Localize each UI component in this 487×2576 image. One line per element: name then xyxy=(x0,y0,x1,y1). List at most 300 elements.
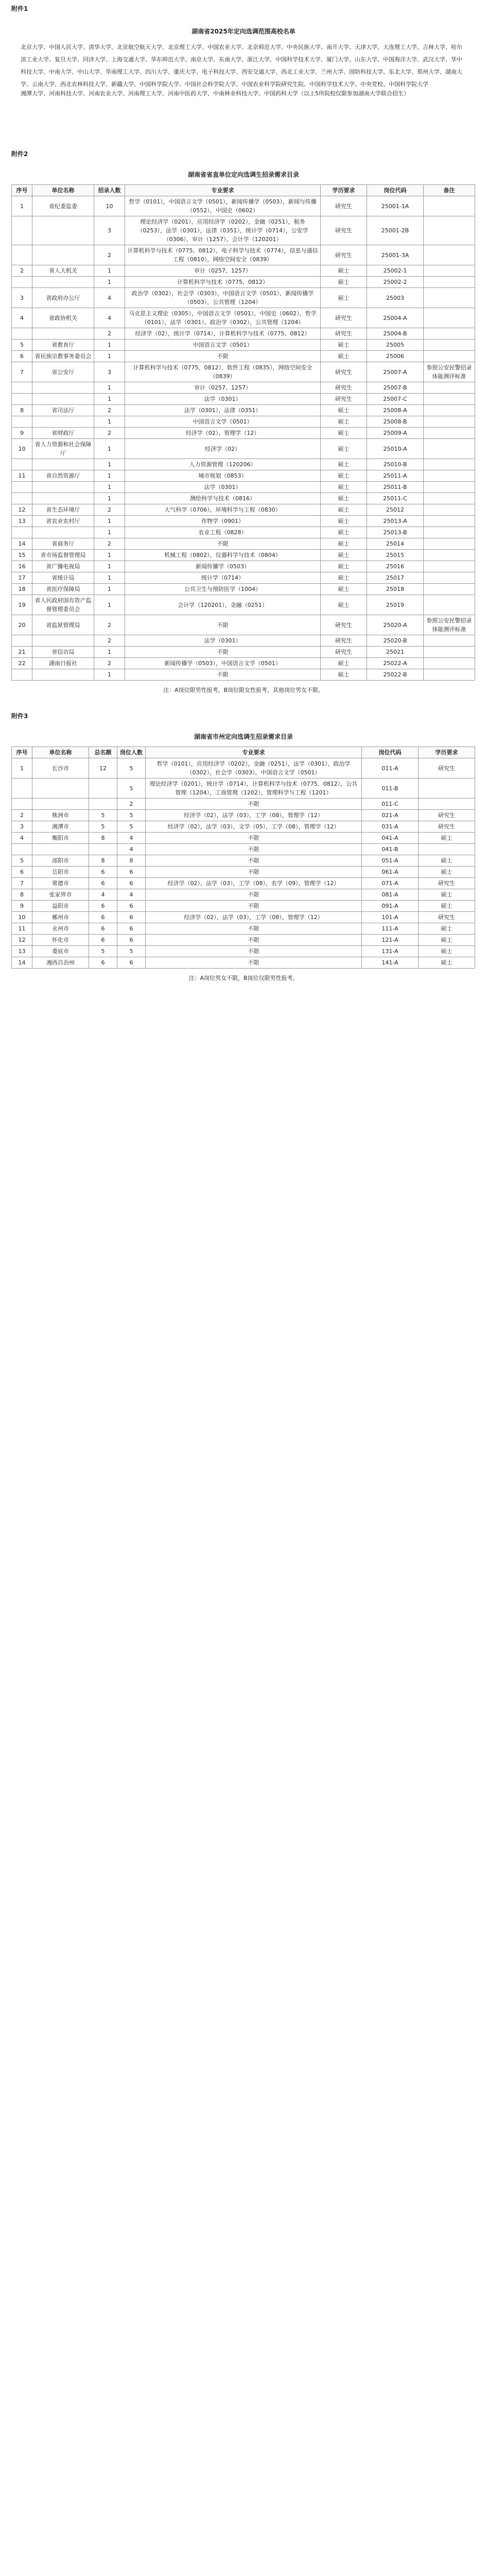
annex2-row xyxy=(12,362,475,382)
annex2-cell-unit xyxy=(32,277,94,288)
annex2-cell-num: 2 xyxy=(94,405,125,416)
annex3-cell-code: 071-A xyxy=(362,878,419,889)
annex2-cell-seq: 10 xyxy=(12,439,32,459)
annex3-cell-edu: 硕士 xyxy=(419,833,475,844)
annex3-cell-edu: 硕士 xyxy=(419,935,475,946)
annex2-cell-note xyxy=(424,504,475,516)
annex2-cell-code: 25007-A xyxy=(367,362,424,382)
annex3-cell-total: 6 xyxy=(89,867,117,878)
annex2-cell-seq xyxy=(12,245,32,265)
annex2-cell-major: 作物学（0901） xyxy=(125,516,321,527)
annex2-cell-edu: 硕士 xyxy=(321,658,367,669)
annex3-cell-unit xyxy=(32,844,89,855)
annex2-row xyxy=(12,516,475,527)
annex2-cell-seq: 4 xyxy=(12,308,32,328)
annex3-cell-major: 不限 xyxy=(146,844,362,855)
annex3-title: 湖南省市州定向选调生招录需求目录 xyxy=(194,733,293,740)
annex2-cell-major: 人力资源管理（120206） xyxy=(125,459,321,470)
annex3-cell-seq: 7 xyxy=(12,878,32,889)
annex2-cell-edu: 研究生 xyxy=(321,382,367,394)
annex3-footnote: 注：A岗位男女不限，B岗位仅限男性报考。 xyxy=(188,975,299,981)
annex3-cell-num: 5 xyxy=(117,946,146,957)
annex3-cell-total: 6 xyxy=(89,923,117,935)
annex2-cell-seq xyxy=(12,277,32,288)
annex2-row xyxy=(12,394,475,405)
annex2-row xyxy=(12,482,475,493)
annex2-row xyxy=(12,550,475,561)
annex2-cell-num: 1 xyxy=(94,265,125,277)
annex2-table xyxy=(11,184,475,681)
annex2-row xyxy=(12,595,475,615)
annex3-cell-total: 8 xyxy=(89,833,117,844)
annex2-cell-seq: 15 xyxy=(12,550,32,561)
annex3-row xyxy=(12,833,475,844)
annex2-cell-edu: 硕士 xyxy=(321,351,367,362)
annex2-cell-major: 审计（0257、1257） xyxy=(125,265,321,277)
annex2-cell-major: 政治学（0302），社会学（0303），中国语言文学（0501），新闻传播学（0503），公共管理（1204） xyxy=(125,288,321,308)
annex2-row xyxy=(12,459,475,470)
annex3-cell-edu: 硕士 xyxy=(419,889,475,901)
annex3-cell-unit: 邵阳市 xyxy=(32,855,89,867)
annex3-cell-major: 理论经济学（0201），统计学（0714），计算机科学与技术（0775、0812），公共管理（1204），工商管理（1202），管理科学与工程（1201） xyxy=(146,778,362,799)
annex2-cell-note xyxy=(424,538,475,550)
annex2-cell-major: 新闻传播学（0503），中国语言文学（0501） xyxy=(125,658,321,669)
annex3-cell-seq: 2 xyxy=(12,810,32,821)
annex2-label: 附件2 xyxy=(11,150,28,158)
annex3-cell-seq: 11 xyxy=(12,923,32,935)
annex2-cell-major: 大气科学（0706），环境科学与工程（0830） xyxy=(125,504,321,516)
annex2-row xyxy=(12,658,475,669)
annex2-cell-num: 4 xyxy=(94,308,125,328)
annex3-cell-major: 不限 xyxy=(146,799,362,810)
annex3-cell-seq: 1 xyxy=(12,758,32,778)
annex3-cell-edu: 研究生 xyxy=(419,912,475,923)
annex2-cell-note xyxy=(424,647,475,658)
annex3-cell-major: 不限 xyxy=(146,889,362,901)
annex2-cell-note xyxy=(424,245,475,265)
annex2-cell-unit: 省公安厅 xyxy=(32,362,94,382)
annex2-cell-note: 参照公安民警招录体能测评标准 xyxy=(424,615,475,635)
annex3-row xyxy=(12,821,475,833)
annex2-cell-note xyxy=(424,265,475,277)
annex2-cell-edu: 研究生 xyxy=(321,615,367,635)
annex2-header-cell: 序号 xyxy=(12,185,32,196)
annex2-cell-note xyxy=(424,493,475,504)
annex3-cell-seq: 13 xyxy=(12,946,32,957)
annex2-cell-note xyxy=(424,482,475,493)
annex3-cell-unit: 湘西自治州 xyxy=(32,957,89,969)
annex3-cell-seq: 6 xyxy=(12,867,32,878)
annex2-cell-note xyxy=(424,516,475,527)
annex2-cell-major: 经济学（02），统计学（0714），计算机科学与技术（0775、0812） xyxy=(125,328,321,340)
annex2-cell-edu: 研究生 xyxy=(321,196,367,216)
annex3-table xyxy=(11,747,475,969)
annex3-cell-num: 6 xyxy=(117,867,146,878)
annex3-cell-unit: 常德市 xyxy=(32,878,89,889)
annex2-cell-edu: 研究生 xyxy=(321,328,367,340)
annex3-cell-edu xyxy=(419,778,475,799)
annex2-cell-note xyxy=(424,340,475,351)
annex2-row xyxy=(12,635,475,647)
annex3-row xyxy=(12,912,475,923)
annex2-row xyxy=(12,308,475,328)
annex2-cell-seq xyxy=(12,328,32,340)
annex3-cell-num: 5 xyxy=(117,821,146,833)
annex2-cell-edu: 研究生 xyxy=(321,308,367,328)
annex2-cell-unit: 省生态环境厅 xyxy=(32,504,94,516)
annex2-cell-seq: 16 xyxy=(12,561,32,572)
annex2-cell-edu: 硕士 xyxy=(321,572,367,584)
annex2-cell-major: 农业工程（0828） xyxy=(125,527,321,538)
annex2-cell-edu: 硕士 xyxy=(321,416,367,428)
annex3-cell-code: 041-B xyxy=(362,844,419,855)
annex3-cell-unit: 湘潭市 xyxy=(32,821,89,833)
annex2-cell-seq: 13 xyxy=(12,516,32,527)
annex2-cell-major: 不限 xyxy=(125,538,321,550)
annex2-row xyxy=(12,561,475,572)
annex2-cell-edu: 硕士 xyxy=(321,561,367,572)
annex2-cell-code: 25009-A xyxy=(367,428,424,439)
annex2-cell-major: 理论经济学（0201），应用经济学（0202），金融（0251），税务（0253），法学（0301），法律（0351），统计学（0714），公安学（0306），审计（1257），会计学（120201） xyxy=(125,216,321,245)
annex2-cell-code: 25011-C xyxy=(367,493,424,504)
annex2-cell-note xyxy=(424,351,475,362)
annex2-cell-edu: 硕士 xyxy=(321,493,367,504)
annex3-cell-total xyxy=(89,778,117,799)
annex3-row xyxy=(12,901,475,912)
annex3-cell-code: 011-C xyxy=(362,799,419,810)
annex2-cell-major: 法学（0301） xyxy=(125,394,321,405)
annex2-cell-major: 中国语言文学（0501） xyxy=(125,340,321,351)
annex2-cell-edu: 硕士 xyxy=(321,265,367,277)
annex2-cell-unit xyxy=(32,216,94,245)
annex3-cell-code: 131-A xyxy=(362,946,419,957)
annex2-cell-seq: 17 xyxy=(12,572,32,584)
annex3-cell-total: 5 xyxy=(89,946,117,957)
annex3-row xyxy=(12,810,475,821)
annex2-cell-note xyxy=(424,470,475,482)
annex2-cell-seq xyxy=(12,635,32,647)
annex2-cell-seq xyxy=(12,416,32,428)
annex2-cell-code: 25012 xyxy=(367,504,424,516)
annex2-cell-edu: 硕士 xyxy=(321,669,367,681)
annex3-cell-total: 6 xyxy=(89,912,117,923)
annex3-cell-unit: 株洲市 xyxy=(32,810,89,821)
annex2-cell-edu: 研究生 xyxy=(321,216,367,245)
annex2-cell-note xyxy=(424,328,475,340)
annex2-cell-code: 25019 xyxy=(367,595,424,615)
annex2-cell-unit xyxy=(32,459,94,470)
annex2-cell-edu: 硕士 xyxy=(321,340,367,351)
annex2-cell-note xyxy=(424,635,475,647)
annex2-cell-num: 1 xyxy=(94,416,125,428)
annex3-row xyxy=(12,758,475,778)
annex2-cell-note xyxy=(424,439,475,459)
annex2-cell-code: 25001-1A xyxy=(367,196,424,216)
annex2-cell-code: 25015 xyxy=(367,550,424,561)
annex3-cell-num: 4 xyxy=(117,833,146,844)
annex2-cell-code: 25011-B xyxy=(367,482,424,493)
annex2-header-cell: 学历要求 xyxy=(321,185,367,196)
annex2-row xyxy=(12,470,475,482)
annex3-cell-major: 不限 xyxy=(146,923,362,935)
annex2-cell-code: 25007-B xyxy=(367,382,424,394)
annex3-cell-major: 经济学（02），法学（03），文学（05），工学（08），管理学（12） xyxy=(146,821,362,833)
annex2-cell-code: 25018 xyxy=(367,584,424,595)
annex2-cell-unit xyxy=(32,382,94,394)
annex2-footnote: 注：A岗位限男性报考，B岗位限女性报考，其他岗位男女不限。 xyxy=(163,687,324,693)
annex3-row xyxy=(12,844,475,855)
annex3-cell-edu: 硕士 xyxy=(419,957,475,969)
annex2-row xyxy=(12,416,475,428)
annex3-row xyxy=(12,778,475,799)
annex2-row xyxy=(12,288,475,308)
annex2-cell-unit xyxy=(32,245,94,265)
annex3-cell-code: 021-A xyxy=(362,810,419,821)
annex3-cell-seq: 9 xyxy=(12,901,32,912)
annex2-cell-num: 1 xyxy=(94,439,125,459)
annex2-cell-note xyxy=(424,428,475,439)
annex3-row xyxy=(12,855,475,867)
annex2-cell-code: 25013-A xyxy=(367,516,424,527)
annex2-cell-num: 1 xyxy=(94,470,125,482)
annex2-cell-num: 2 xyxy=(94,635,125,647)
annex2-cell-num: 1 xyxy=(94,584,125,595)
annex2-cell-unit: 省政府办公厅 xyxy=(32,288,94,308)
annex3-cell-code: 041-A xyxy=(362,833,419,844)
annex2-cell-num: 1 xyxy=(94,669,125,681)
annex2-cell-seq: 18 xyxy=(12,584,32,595)
annex2-cell-unit xyxy=(32,328,94,340)
annex2-cell-num: 3 xyxy=(94,362,125,382)
annex2-cell-num: 4 xyxy=(94,288,125,308)
annex3-cell-seq: 10 xyxy=(12,912,32,923)
annex3-cell-code: 101-A xyxy=(362,912,419,923)
annex2-cell-code: 25007-C xyxy=(367,394,424,405)
annex2-cell-note xyxy=(424,595,475,615)
annex3-cell-seq: 3 xyxy=(12,821,32,833)
annex2-cell-edu: 研究生 xyxy=(321,635,367,647)
annex2-cell-unit: 省自然资源厅 xyxy=(32,470,94,482)
annex3-label: 附件3 xyxy=(11,713,28,720)
annex2-cell-num: 1 xyxy=(94,493,125,504)
annex3-row xyxy=(12,935,475,946)
annex2-cell-note xyxy=(424,308,475,328)
annex2-cell-num: 1 xyxy=(94,595,125,615)
annex2-cell-unit: 省信访局 xyxy=(32,647,94,658)
annex2-cell-num: 1 xyxy=(94,516,125,527)
annex2-cell-edu: 硕士 xyxy=(321,504,367,516)
annex3-cell-code: 081-A xyxy=(362,889,419,901)
annex2-cell-note: 参照公安民警招录体能测评标准 xyxy=(424,362,475,382)
annex2-cell-unit: 湖南日报社 xyxy=(32,658,94,669)
annex2-cell-unit xyxy=(32,669,94,681)
annex3-header-cell: 序号 xyxy=(12,747,32,758)
annex2-cell-major: 不限 xyxy=(125,669,321,681)
annex2-cell-num: 1 xyxy=(94,572,125,584)
annex2-cell-seq xyxy=(12,482,32,493)
annex2-cell-num: 10 xyxy=(94,196,125,216)
annex2-cell-unit xyxy=(32,635,94,647)
annex2-cell-code: 25008-B xyxy=(367,416,424,428)
annex3-cell-code: 141-A xyxy=(362,957,419,969)
annex2-cell-major: 法学（0301） xyxy=(125,635,321,647)
annex3-cell-num: 5 xyxy=(117,758,146,778)
annex2-cell-code: 25021 xyxy=(367,647,424,658)
annex3-cell-edu: 研究生 xyxy=(419,758,475,778)
annex2-cell-major: 计算机科学与技术（0775、0812），电子科学与技术（0774），信息与通信工程（0810），网络空间安全（0839） xyxy=(125,245,321,265)
annex3-cell-seq: 4 xyxy=(12,833,32,844)
annex2-cell-num: 1 xyxy=(94,351,125,362)
annex3-cell-major: 不限 xyxy=(146,946,362,957)
annex2-cell-note xyxy=(424,561,475,572)
annex2-cell-edu: 研究生 xyxy=(321,362,367,382)
annex3-cell-unit: 岳阳市 xyxy=(32,867,89,878)
annex2-cell-edu: 硕士 xyxy=(321,550,367,561)
annex3-cell-unit: 张家界市 xyxy=(32,889,89,901)
annex3-cell-num: 8 xyxy=(117,855,146,867)
annex2-cell-note xyxy=(424,459,475,470)
annex2-cell-unit: 省政协机关 xyxy=(32,308,94,328)
annex3-header-cell: 岗位人数 xyxy=(117,747,146,758)
annex2-cell-note xyxy=(424,584,475,595)
annex2-row xyxy=(12,428,475,439)
annex2-cell-edu: 硕士 xyxy=(321,428,367,439)
annex2-header-cell: 招录人数 xyxy=(94,185,125,196)
annex3-cell-total: 5 xyxy=(89,810,117,821)
annex2-cell-seq: 12 xyxy=(12,504,32,516)
annex3-row xyxy=(12,923,475,935)
annex3-cell-major: 哲学（0101），应用经济学（0202），金融（0251），法学（0301），政治学（0302），社会学（0303），中国语言文学（0501） xyxy=(146,758,362,778)
annex3-cell-num: 6 xyxy=(117,878,146,889)
annex2-cell-unit: 省监狱管理局 xyxy=(32,615,94,635)
annex2-cell-unit: 省人力资源和社会保障厅 xyxy=(32,439,94,459)
annex3-cell-num: 2 xyxy=(117,799,146,810)
annex2-row xyxy=(12,538,475,550)
annex2-cell-code: 25001-2B xyxy=(367,216,424,245)
annex2-cell-major: 不限 xyxy=(125,647,321,658)
annex2-cell-unit: 省财政厅 xyxy=(32,428,94,439)
annex2-cell-edu: 硕士 xyxy=(321,482,367,493)
annex2-header-cell: 专业要求 xyxy=(125,185,321,196)
annex3-cell-major: 经济学（02），法学（03），工学（08），管理学（12） xyxy=(146,810,362,821)
annex2-cell-seq: 14 xyxy=(12,538,32,550)
annex2-cell-major: 经济学（02），管理学（12） xyxy=(125,428,321,439)
annex3-cell-total: 5 xyxy=(89,821,117,833)
annex2-cell-note xyxy=(424,394,475,405)
annex3-cell-code: 031-A xyxy=(362,821,419,833)
annex3-cell-code: 051-A xyxy=(362,855,419,867)
annex3-cell-total: 4 xyxy=(89,889,117,901)
annex2-cell-seq: 20 xyxy=(12,615,32,635)
annex2-cell-edu: 硕士 xyxy=(321,439,367,459)
annex2-cell-code: 25003 xyxy=(367,288,424,308)
annex2-row xyxy=(12,245,475,265)
annex2-cell-note xyxy=(424,527,475,538)
annex3-cell-code: 011-B xyxy=(362,778,419,799)
annex3-cell-code: 111-A xyxy=(362,923,419,935)
annex1-university-list: 北京大学、中国人民大学、清华大学、北京航空航天大学、北京理工大学、中国农业大学、北京师范大学、中央民族大学、南开大学、天津大学、大连理工大学、吉林大学、哈尔滨工业大学、复旦大学、同济大学、上海交通大学、华东师范大学、南京大学、东南大学、浙江大学、中国科学技术大学、厦门大学、山东大学、中国海洋大学、武汉大学、华中科技大学、中南大学、中山大学、华南理工大学、四川大学、重庆大学、电子科技大学、西安交通大学、西北工业大学、兰州大学、国防科技大学、东北大学、郑州大学、湖南大学、云南大学、西北农林科技大学、新疆大学、中国科学院大学、中国社会科学院大学、中国农业科学院研究生院、中国科学技术大学、中央党校、中国科学院大学 xyxy=(21,44,462,88)
annex3-cell-total: 6 xyxy=(89,901,117,912)
annex3-cell-seq xyxy=(12,799,32,810)
annex2-cell-edu: 硕士 xyxy=(321,516,367,527)
annex2-cell-num: 2 xyxy=(94,615,125,635)
annex2-cell-code: 25006 xyxy=(367,351,424,362)
annex2-cell-seq xyxy=(12,216,32,245)
annex3-cell-major: 不限 xyxy=(146,833,362,844)
annex2-cell-note xyxy=(424,416,475,428)
annex3-cell-total: 6 xyxy=(89,878,117,889)
annex2-cell-unit xyxy=(32,493,94,504)
annex2-cell-seq: 1 xyxy=(12,196,32,216)
annex2-cell-major: 不限 xyxy=(125,615,321,635)
annex2-cell-seq xyxy=(12,493,32,504)
annex2-row xyxy=(12,340,475,351)
annex2-header-cell: 岗位代码 xyxy=(367,185,424,196)
annex2-row xyxy=(12,572,475,584)
annex2-cell-note xyxy=(424,405,475,416)
annex3-header-row xyxy=(12,747,475,758)
annex2-cell-edu: 硕士 xyxy=(321,527,367,538)
annex3-cell-total xyxy=(89,844,117,855)
annex2-cell-seq: 22 xyxy=(12,658,32,669)
annex3-cell-major: 不限 xyxy=(146,867,362,878)
annex2-cell-major: 统计学（0714） xyxy=(125,572,321,584)
annex3-cell-edu: 研究生 xyxy=(419,821,475,833)
annex2-cell-edu: 硕士 xyxy=(321,405,367,416)
annex3-cell-edu: 研究生 xyxy=(419,878,475,889)
annex2-cell-unit: 省广播电视局 xyxy=(32,561,94,572)
annex1-title: 湖南省2025年定向选调范围高校名单 xyxy=(192,28,295,35)
annex2-cell-major: 测绘科学与技术（0816） xyxy=(125,493,321,504)
annex3-cell-edu: 研究生 xyxy=(419,810,475,821)
annex2-cell-unit xyxy=(32,394,94,405)
annex3-cell-total: 6 xyxy=(89,935,117,946)
annex2-header-cell: 单位名称 xyxy=(32,185,94,196)
annex3-cell-seq: 5 xyxy=(12,855,32,867)
annex2-cell-edu: 研究生 xyxy=(321,245,367,265)
annex2-cell-code: 25016 xyxy=(367,561,424,572)
annex2-cell-note xyxy=(424,382,475,394)
annex2-cell-code: 25010-B xyxy=(367,459,424,470)
annex2-cell-edu: 研究生 xyxy=(321,394,367,405)
annex2-cell-note xyxy=(424,669,475,681)
annex2-cell-code: 25013-B xyxy=(367,527,424,538)
annex2-cell-code: 25001-3A xyxy=(367,245,424,265)
annex2-cell-num: 2 xyxy=(94,658,125,669)
annex3-cell-edu: 硕士 xyxy=(419,867,475,878)
annex2-cell-edu: 硕士 xyxy=(321,584,367,595)
annex2-cell-seq: 21 xyxy=(12,647,32,658)
annex2-cell-seq: 5 xyxy=(12,340,32,351)
annex2-row xyxy=(12,527,475,538)
annex3-cell-seq: 14 xyxy=(12,957,32,969)
annex2-cell-major: 法学（0301），法律（0351） xyxy=(125,405,321,416)
annex3-cell-code: 011-A xyxy=(362,758,419,778)
annex3-cell-seq: 8 xyxy=(12,889,32,901)
annex2-cell-major: 哲学（0101），中国语言文学（0501），新闻传播学（0503），新闻与传播（0552），中国史（0602） xyxy=(125,196,321,216)
annex3-cell-edu: 硕士 xyxy=(419,946,475,957)
annex2-cell-num: 1 xyxy=(94,394,125,405)
annex3-header-cell: 学历要求 xyxy=(419,747,475,758)
annex2-cell-edu: 硕士 xyxy=(321,288,367,308)
annex2-row xyxy=(12,265,475,277)
annex2-cell-unit xyxy=(32,527,94,538)
annex2-cell-unit: 省市场监督管理局 xyxy=(32,550,94,561)
annex2-cell-seq: 8 xyxy=(12,405,32,416)
annex2-cell-seq xyxy=(12,459,32,470)
annex2-cell-major: 计算机科学与技术（0775、0812） xyxy=(125,277,321,288)
annex3-cell-major: 不限 xyxy=(146,957,362,969)
